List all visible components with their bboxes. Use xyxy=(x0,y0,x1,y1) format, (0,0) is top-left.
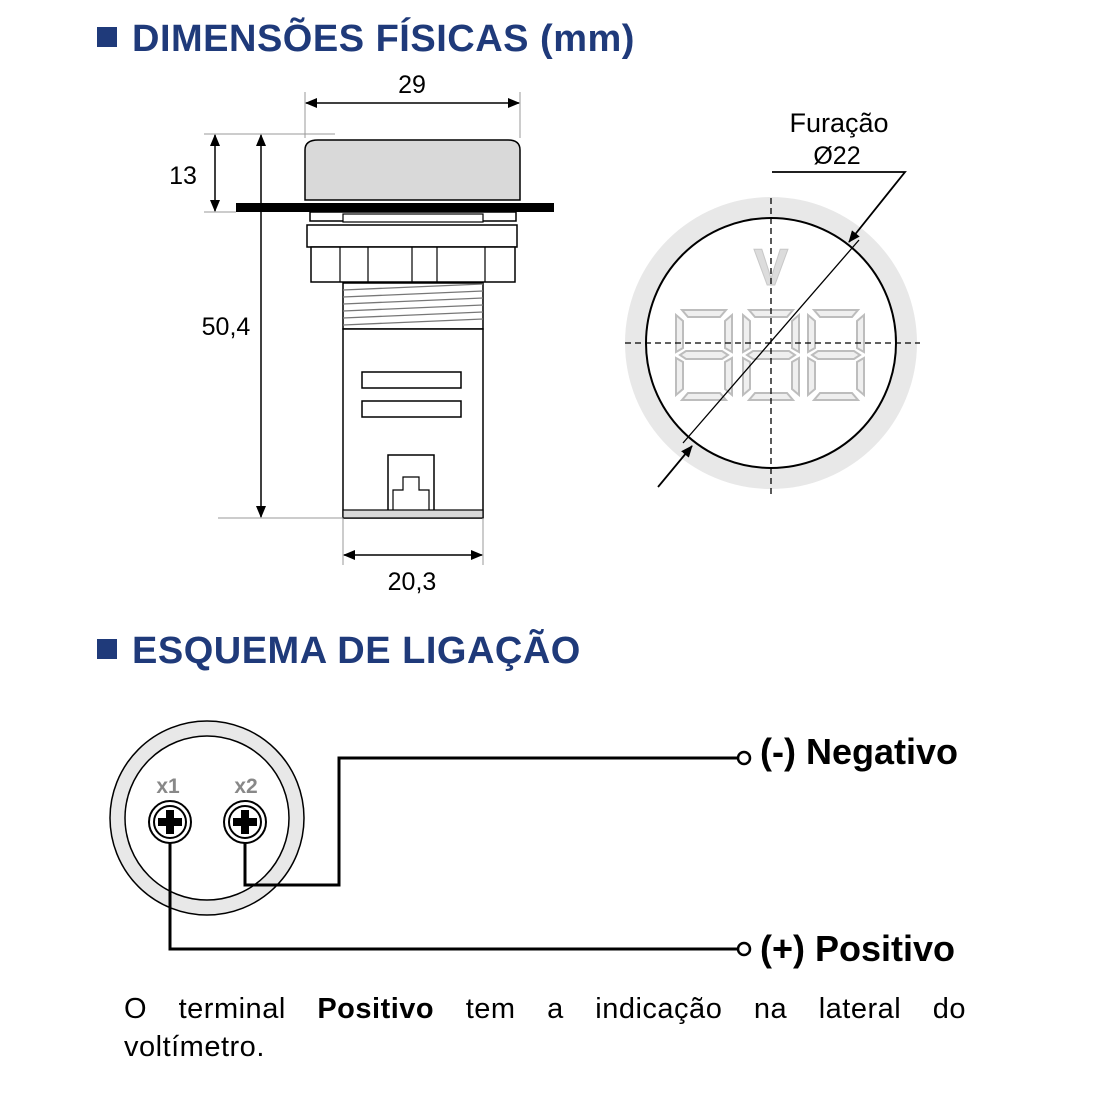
dim-label-total-height: 50,4 xyxy=(201,313,251,341)
hole-diameter-label: Ø22 xyxy=(813,142,861,170)
front-view-drawing xyxy=(625,108,920,495)
hole-label: Furação xyxy=(789,108,889,138)
wiring-diagram xyxy=(110,721,958,969)
terminal-note xyxy=(124,990,966,1066)
dim-label-top-width: 29 xyxy=(398,71,426,99)
note-bold-word: Positivo xyxy=(317,993,435,1025)
mounting-panel xyxy=(236,203,554,212)
wiring-title-text: ESQUEMA DE LIGAÇÃO xyxy=(132,630,581,672)
positive-label: (+) Positivo xyxy=(760,928,956,969)
negative-label: (-) Negativo xyxy=(760,731,958,772)
mounting-nut xyxy=(307,225,517,247)
note-text-end: tem a indicação na lateral do voltímetro. xyxy=(124,993,966,1063)
dim-label-cap-height: 13 xyxy=(169,162,197,190)
terminal-x1-screw-icon xyxy=(149,801,191,843)
device-cap xyxy=(305,140,520,200)
negative-wire xyxy=(245,758,740,885)
terminal-x2-label: x2 xyxy=(234,775,258,798)
dimensions-title-text: DIMENSÕES FÍSICAS (mm) xyxy=(132,18,635,60)
terminal-x2-screw-icon xyxy=(224,801,266,843)
note-text-start: O terminal xyxy=(124,993,318,1025)
dim-label-body-width: 20,3 xyxy=(387,568,437,596)
display-unit-label: V xyxy=(753,239,789,297)
side-view-drawing xyxy=(201,92,554,565)
negative-terminal-icon xyxy=(738,752,750,764)
terminal-x1-label: x1 xyxy=(156,775,180,798)
positive-terminal-icon xyxy=(738,943,750,955)
